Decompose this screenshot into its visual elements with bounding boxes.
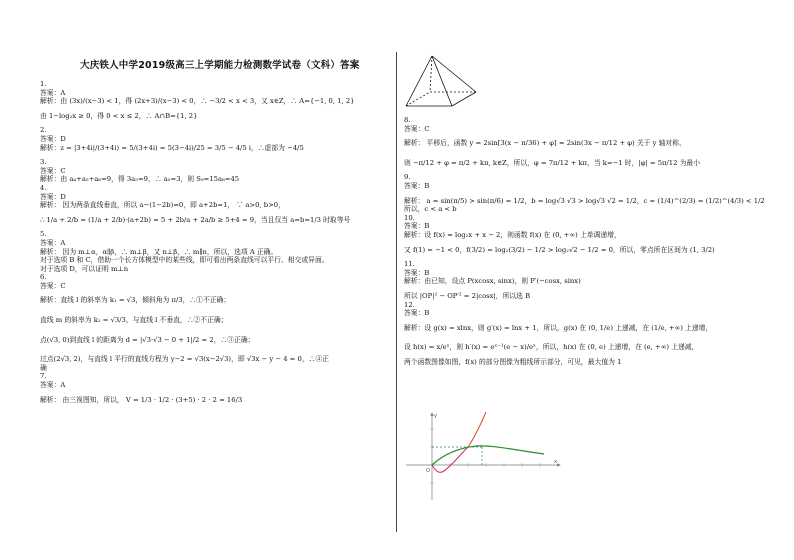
q12-number: 12. — [404, 300, 415, 309]
q10-analysis: 解析：设 f(x) = log₂x + x − 2，则函数 f(x) 在 (0, +∞) 上单调递增， — [404, 230, 621, 239]
q9-analysis-2: 所以，c < a < b — [404, 205, 457, 214]
q3-answer: 答案：C — [40, 166, 66, 175]
q3-number: 3. — [40, 158, 47, 167]
q9-analysis: 解析： a = sin(π/5) > sin(π/6) = 1/2，b = log√3 √3 > log√3 √2 = 1/2，c = (1/4)^(2/3) = (1/2)^(4/3) < 1/2 — [404, 196, 765, 205]
q1-number: 1. — [40, 80, 47, 88]
q11-number: 11. — [404, 260, 415, 269]
q12-analysis: 解析：设 g(x) = xlnx，则 g′(x) = lnx + 1，所以，g(x) 在 (0, 1/e) 上递减，在 (1/e, +∞) 上递增， — [404, 323, 713, 332]
q10-number: 10. — [404, 213, 415, 222]
q4-answer: 答案：D — [40, 192, 66, 201]
q5-analysis: 解析： 因为 m⊥α，α∥β，∴ m⊥β，又 n⊥β，∴ m∥n，所以，选项 A 正确。 — [40, 247, 278, 256]
q6-analysis-4: 过点(2√3, 2)，与直线 l 平行的直线方程为 y−2 = √3(x−2√3)，即 √3x − y − 4 = 0，∴④正 — [40, 355, 330, 364]
q11-answer: 答案：B — [404, 268, 430, 277]
q2-analysis: 解析：z = |3+4i|/(3+4i) = 5/(3+4i) = 5(3−4i)/25 = 3/5 − 4/5 i，∴虚部为 −4/5 — [40, 143, 304, 152]
q4-analysis-2: ∴ 1/a + 2/b = (1/a + 2/b)·(a+2b) = 5 + 2b/a + 2a/b ≥ 5+4 = 9，当且仅当 a=b=1/3 时取等号 — [40, 215, 351, 224]
xlnx-curve — [432, 447, 468, 472]
q11-analysis-2: 所以 |OP|² − OP′² = 2|cosx|，所以选 B — [404, 291, 531, 300]
pyramid-hidden-edge — [430, 56, 432, 92]
pyramid-edge — [432, 56, 452, 106]
q6-analysis-5: 确 — [40, 363, 47, 372]
q5-number: 5. — [40, 230, 47, 239]
q9-answer: 答案：B — [404, 181, 430, 190]
q12-analysis-2: 设 h(x) = x/eˣ，则 h′(x) = eˣ⁻¹(e − x)/eˣ，所以，h(x) 在 (0, e) 上递增，在 (e, +∞) 上递减， — [404, 343, 699, 352]
q1-analysis: 解析：由 (3x)/(x−3) < 1，得 (2x+3)/(x−3) < 0，∴ −3/2 < x < 3，又 x∈Z，∴ A={−1, 0, 1, 2} — [40, 97, 355, 106]
q1-analysis-2: 由 1−log₂x ≥ 0，得 0 < x ≤ 2，∴ A∩B={1, 2} — [40, 111, 198, 120]
right-column — [404, 116, 765, 366]
q8-analysis-2: 则 −π/12 + φ = π/2 + kπ, k∈Z，所以，φ = 7π/12 + kπ，当 k=−1 时，|φ| = 5π/12 为最小 — [404, 158, 700, 167]
q8-number: 8. — [404, 116, 411, 124]
pyramid-edge — [432, 56, 476, 92]
pyramid-figure — [402, 54, 482, 112]
q8-answer: 答案：C — [404, 124, 430, 133]
q9-number: 9. — [404, 173, 411, 182]
column-divider — [396, 52, 397, 532]
q2-answer: 答案：D — [40, 134, 66, 143]
q6-answer: 答案：C — [40, 281, 66, 290]
q1-answer: 答案：A — [40, 88, 66, 97]
q7-answer: 答案：A — [40, 381, 66, 390]
q10-analysis-2: 又 f(1) = −1 < 0，f(3/2) = log₂(3/2) − 1/2 > log₂√2 − 1/2 = 0，所以，零点所在区间为 (1, 3/2) — [404, 245, 715, 254]
q8-analysis: 解析： 平移后，函数 y = 2sin[3(x − π/36) + φ] = 2sin(3x − π/12 + φ) 关于 y 轴对称， — [404, 139, 686, 148]
q10-answer: 答案：B — [404, 222, 430, 231]
q5-answer: 答案：A — [40, 238, 66, 247]
q6-analysis-2: 直线 m 的斜率为 k₂ = √3/3，与直线 l 不垂直，∴②不正确； — [40, 316, 228, 325]
x-over-exp-curve — [432, 446, 544, 465]
xlnx-curve-upper — [468, 412, 486, 447]
q4-number: 4. — [40, 183, 47, 192]
left-column — [40, 80, 385, 404]
y-axis-label: y — [434, 413, 437, 419]
q11-analysis: 解析：由已知，设点 P(xcosx, sinx)，则 P′(−cosx, sinx) — [404, 277, 581, 286]
pyramid-edge — [452, 92, 476, 106]
q5-analysis-3: 对于选项 D，可以证明 m⊥n — [40, 264, 129, 273]
q7-analysis: 解析： 由三视图知，所以， V = 1/3 · 1/2 · (3+5) · 2 · 2 = 16/3 — [40, 395, 243, 404]
q6-number: 6. — [40, 273, 47, 282]
q4-analysis: 解析： 因为两条直线垂直，所以 a−(1−2b)=0，即 a+2b=1， ∵ a>0, b>0， — [40, 201, 285, 210]
q12-analysis-3: 两个函数图像如图，f(x) 的部分图像为粗线所示部分，可见，最大值为 1 — [404, 357, 622, 366]
x-axis-label: x — [554, 459, 557, 465]
function-graph — [404, 410, 564, 502]
q3-analysis: 解析：由 a₄+a₅+a₆=9，得 3a₅=9，∴ a₅=3，则 S₉=15a₈=45 — [40, 175, 240, 184]
q6-analysis-3: 点(√3, 0)到直线 l 的距离为 d = |√3·√3 − 0 + 1|/2 = 2，∴③正确； — [40, 335, 255, 344]
q12-answer: 答案：B — [404, 309, 430, 318]
q7-number: 7. — [40, 372, 47, 381]
origin-label: O — [426, 468, 430, 474]
q6-analysis: 解析：直线 l 的斜率为 k₁ = √3，倾斜角为 π/3，∴①不正确； — [40, 296, 231, 305]
q2-number: 2. — [40, 126, 47, 135]
page-title: 大庆铁人中学2019级高三上学期能力检测数学试卷（文科）答案 — [80, 60, 360, 71]
pyramid-edge — [406, 56, 432, 106]
q5-analysis-2: 对于选项 B 和 C，借助一个长方体模型中的某些线，即可看出两条直线可以平行、相交或异面。 — [40, 256, 329, 265]
